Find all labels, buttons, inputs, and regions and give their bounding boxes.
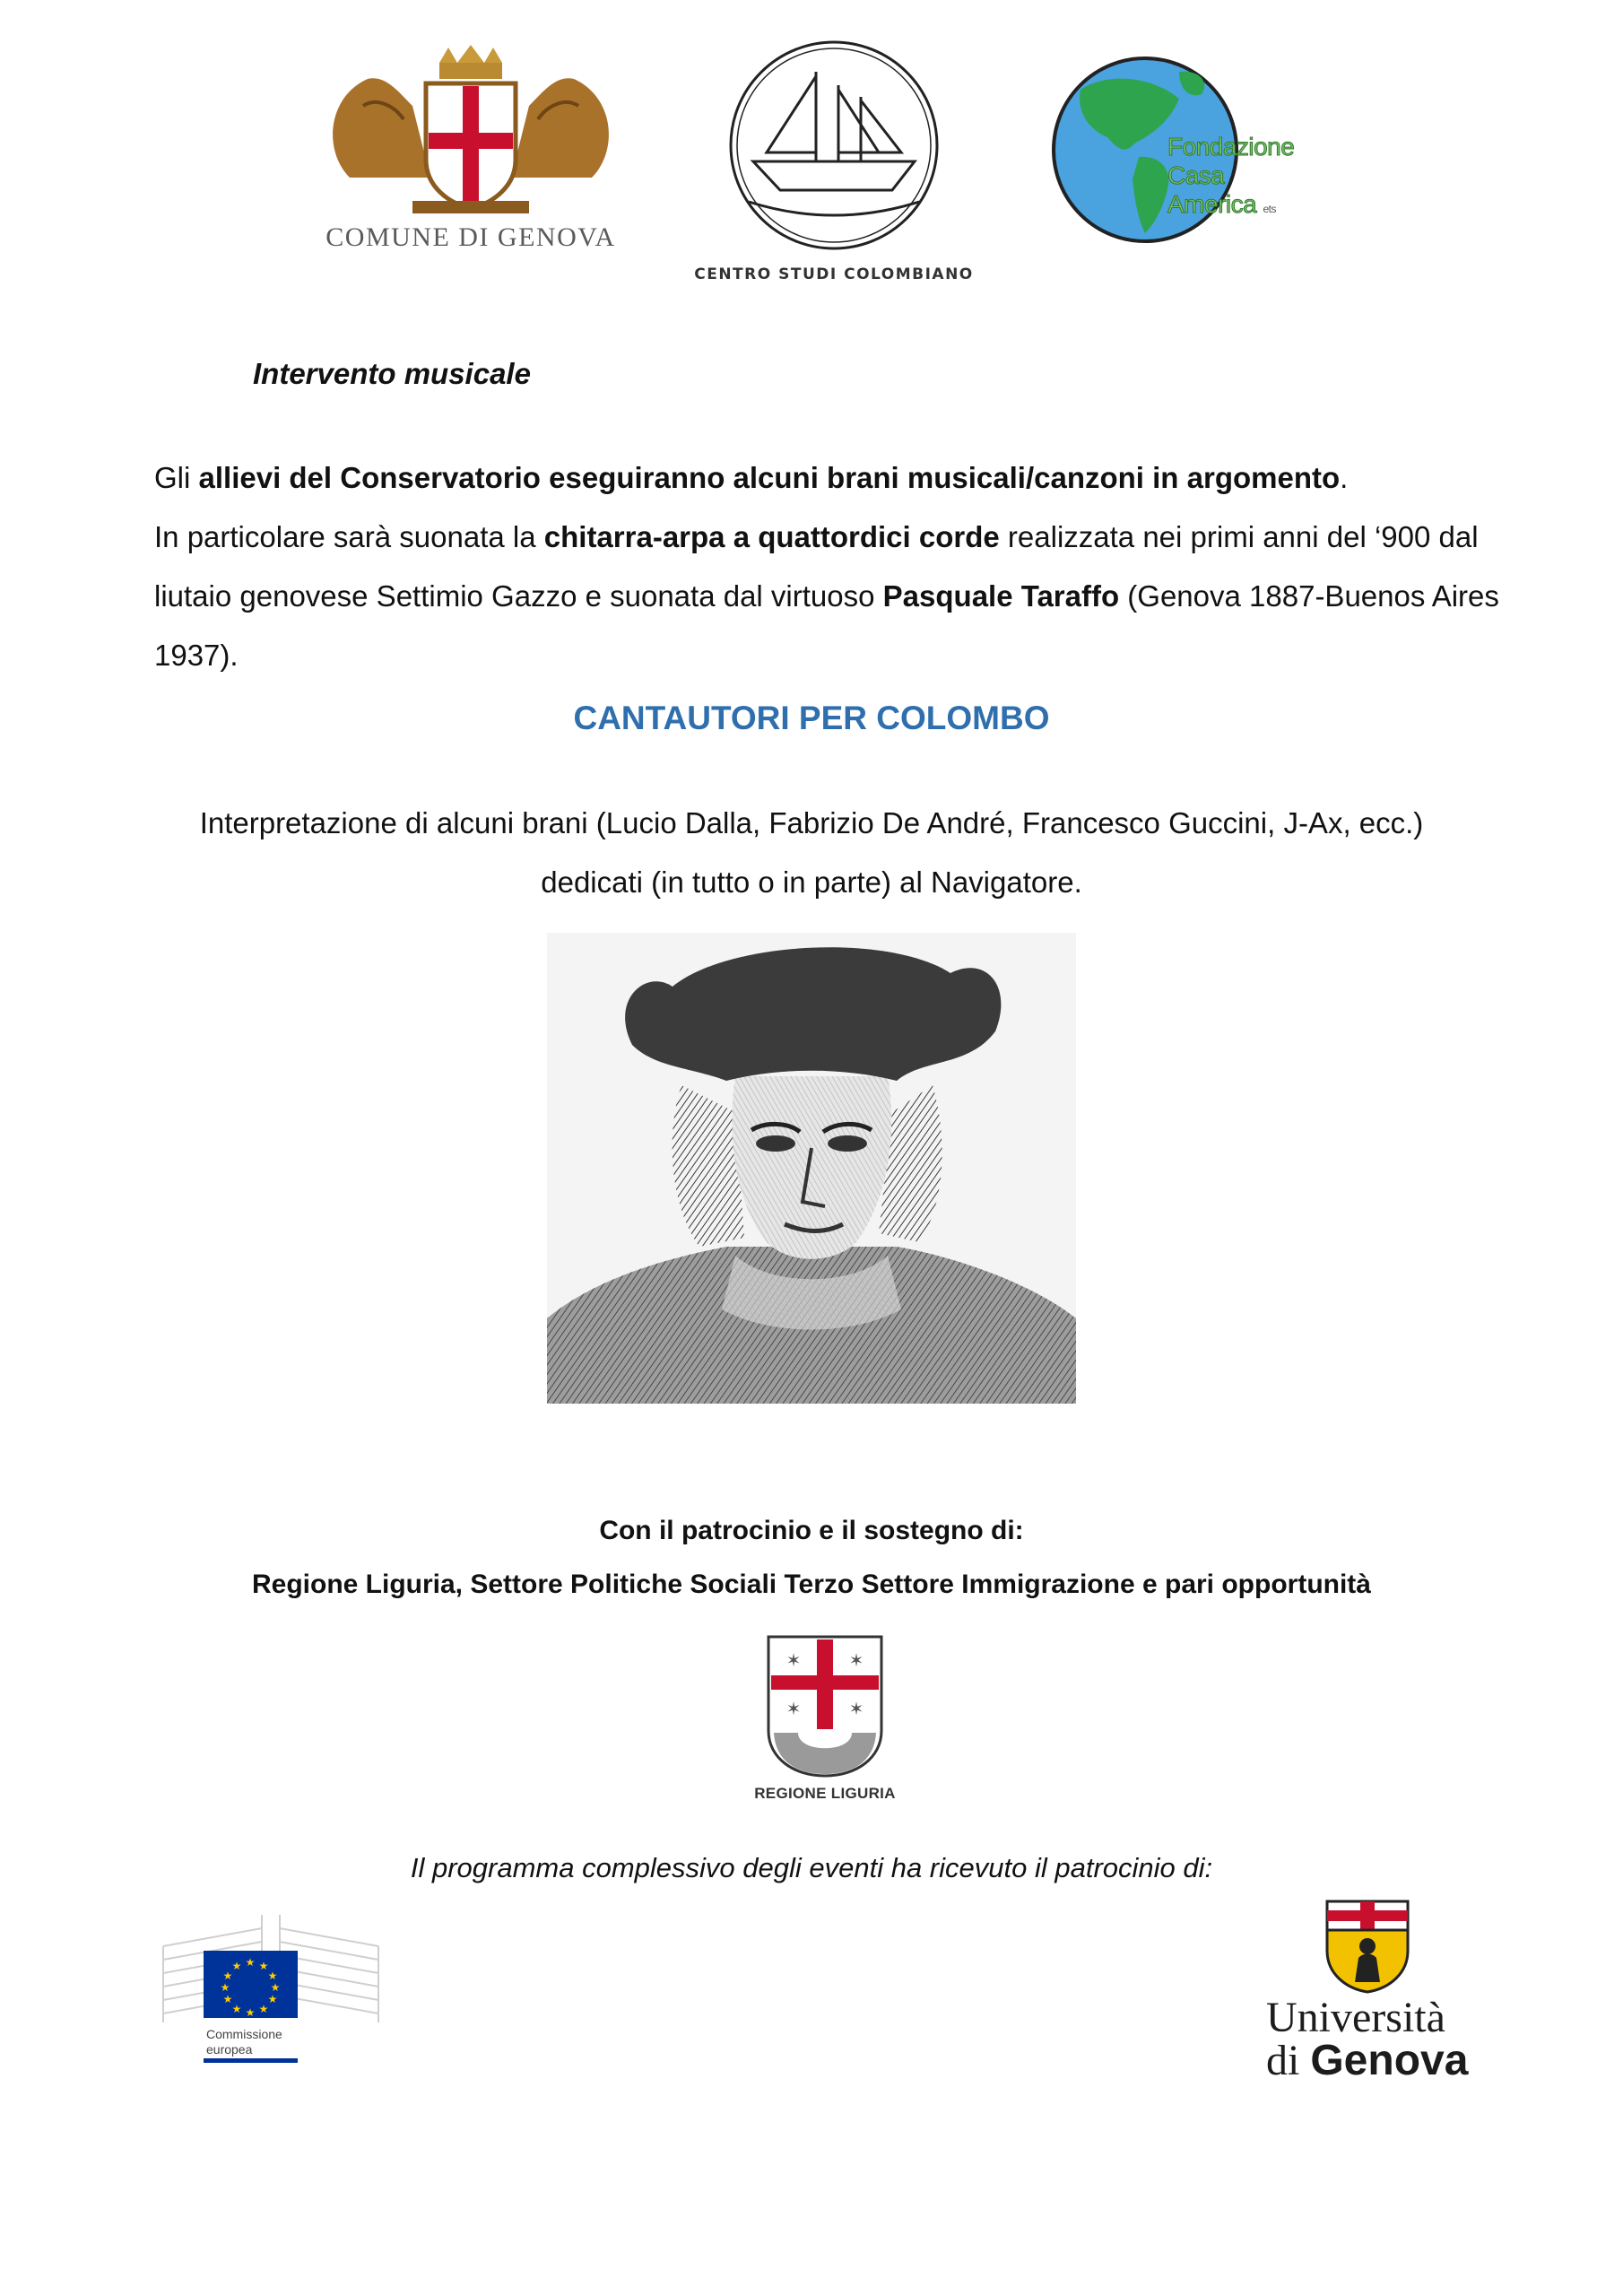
sponsor-name: Regione Liguria, Settore Politiche Sociali Terzo Settore Immigrazione e pari opportunità [252, 1570, 1371, 1599]
casa-america-line-2: Casa [1167, 161, 1225, 189]
svg-text:★: ★ [245, 2006, 256, 2019]
programma-note: Il programma complessivo degli eventi ha ricevuto il patrocinio di: [410, 1852, 1213, 1883]
s1-bold: allievi del Conservatorio eseguiranno alcuni brani musicali/canzoni in argomento [198, 461, 1341, 494]
centro-studi-colombiano-logo [681, 36, 986, 296]
svg-text:★: ★ [222, 1970, 233, 1982]
s2-pre: In particolare sarà suonata la [154, 520, 544, 553]
svg-text:★: ★ [231, 2003, 242, 2015]
s2-bold: chitarra-arpa a quattordici corde [543, 520, 1000, 553]
svg-text:★: ★ [258, 2003, 269, 2015]
s2-bold-2: Pasquale Taraffo [882, 579, 1120, 613]
unige-shield-icon [1323, 1897, 1412, 1996]
columbus-portrait [547, 933, 1076, 1404]
section-title: Intervento musicale [253, 357, 531, 390]
svg-text:★: ★ [258, 1960, 269, 1972]
genova-coat-of-arms-icon [314, 43, 628, 218]
eu-caption [206, 2027, 314, 2057]
casa-america-line-3 [1167, 190, 1293, 223]
svg-text:★: ★ [231, 1960, 242, 1972]
svg-text:✶: ✶ [848, 1651, 864, 1671]
svg-text:✶: ✶ [785, 1651, 802, 1671]
casa-america-line-1: Fondazione [1167, 133, 1295, 161]
event-description [0, 794, 1623, 912]
event-desc-line-1: Interpretazione di alcuni brani (Lucio Dalla, Fabrizio De André, Francesco Guccini, J-Ax, ecc.) [199, 806, 1424, 839]
comune-di-genova-logo [314, 43, 628, 267]
s2-mid: realizzata nei primi anni del ‘900 dal liutaio genovese Settimio Gazzo e suonata dal virtuoso [154, 520, 1479, 613]
comune-caption: COMUNE DI GENOVA [325, 222, 616, 252]
s1-post: . [1340, 461, 1349, 494]
fondazione-casa-america-logo [1045, 49, 1296, 251]
portrait-engraving-icon [547, 933, 1076, 1404]
unige-line-1: Università [1266, 1994, 1445, 2041]
commissione-europea-logo [154, 1910, 387, 2076]
svg-text:★: ★ [222, 1993, 233, 2005]
eu-caption-line-2: europea [206, 2042, 253, 2057]
s2-post: (Genova 1887-Buenos Aires 1937). [154, 579, 1499, 672]
svg-text:★: ★ [220, 1981, 230, 1994]
event-desc-line-2: dedicati (in tutto o in parte) al Navigatore. [541, 865, 1082, 899]
svg-text:★: ★ [245, 1956, 256, 1969]
casa-america-suffix: ets [1263, 203, 1276, 215]
intro-paragraph [154, 448, 1499, 685]
svg-text:★: ★ [267, 1993, 278, 2005]
eu-caption-line-1: Commissione [206, 2027, 282, 2041]
regione-liguria-logo [754, 1632, 896, 1812]
svg-text:✶: ✶ [785, 1700, 802, 1719]
paragraph-sentence-1 [154, 448, 1499, 508]
universita-di-genova-logo [1260, 1897, 1493, 2094]
svg-text:★: ★ [267, 1970, 278, 1982]
unige-line-2 [1266, 2039, 1468, 2083]
header-logos [0, 0, 1623, 305]
ship-emblem-icon [681, 36, 986, 256]
event-title: CANTAUTORI PER COLOMBO [573, 700, 1050, 736]
casa-america-name [1167, 133, 1293, 223]
paragraph-sentence-2 [154, 508, 1499, 685]
unige-line-2-pre: di [1266, 2037, 1311, 2084]
casa-america-word: America [1167, 190, 1257, 218]
unige-line-2-bold: Genova [1310, 2037, 1469, 2084]
sponsor-heading: Con il patrocinio e il sostegno di: [599, 1516, 1024, 1545]
liguria-shield-icon [758, 1632, 892, 1780]
liguria-caption: REGIONE LIGURIA [754, 1785, 896, 1802]
s1-pre: Gli [154, 461, 199, 494]
svg-text:✶: ✶ [848, 1700, 864, 1719]
svg-text:★: ★ [270, 1981, 281, 1994]
centro-caption: CENTRO STUDI COLOMBIANO [694, 265, 974, 283]
